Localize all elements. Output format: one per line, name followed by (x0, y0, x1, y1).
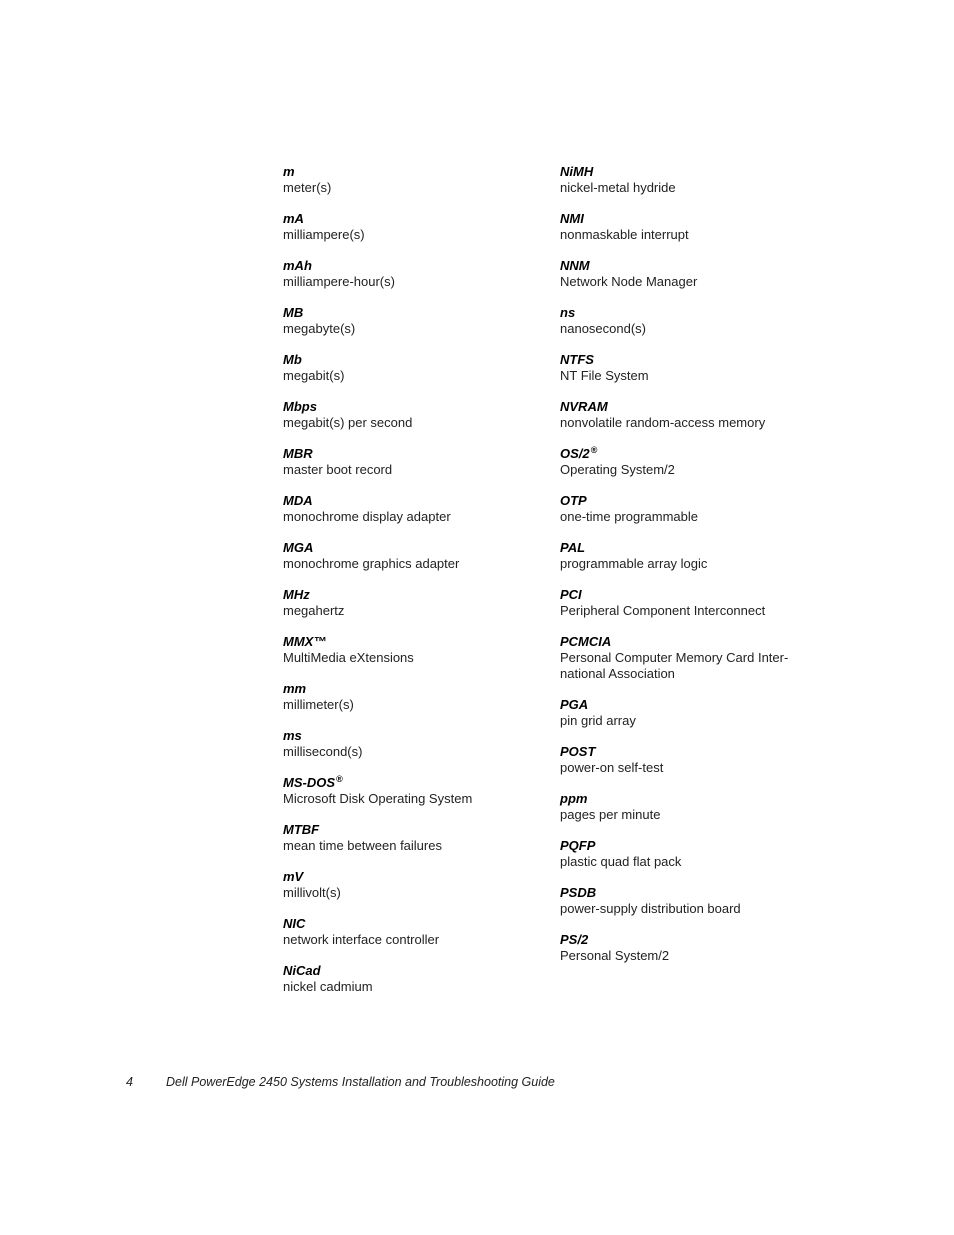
glossary-entry (283, 352, 533, 384)
glossary-definition: Personal System/2 (560, 948, 670, 963)
glossary-definition: Peripheral Component Interconnect (560, 603, 766, 618)
glossary-term (283, 963, 533, 979)
glossary-definition: nanosecond(s) (560, 321, 646, 336)
glossary-definition: NT File System (560, 368, 649, 383)
glossary-entry (283, 681, 533, 713)
glossary-term (283, 305, 533, 321)
glossary-definition: Network Node Manager (560, 274, 698, 289)
glossary-definition: network interface controller (283, 932, 440, 947)
glossary-term-text: OS/2 (560, 446, 590, 461)
glossary-term-text: PCI (560, 587, 582, 602)
glossary-term-text: MTBF (283, 822, 320, 837)
document-title: Dell PowerEdge 2450 Systems Installation and Troubleshooting Guide (166, 1075, 555, 1089)
glossary-definition: megabyte(s) (283, 321, 356, 336)
glossary-entry (283, 728, 533, 760)
glossary-term (283, 399, 533, 415)
glossary-term-text: ns (560, 305, 576, 320)
glossary-term (283, 446, 533, 462)
glossary-term (560, 211, 820, 227)
glossary-term (283, 164, 533, 180)
glossary-term (560, 446, 820, 462)
glossary-definition: Operating System/2 (560, 462, 675, 477)
glossary-entry (283, 869, 533, 901)
glossary-term-text: MB (283, 305, 304, 320)
glossary-definition: millisecond(s) (283, 744, 363, 759)
glossary-entry (283, 963, 533, 995)
glossary-term-text: MGA (283, 540, 314, 555)
glossary-term (560, 791, 820, 807)
glossary-term-text: Mb (283, 352, 302, 367)
glossary-entry (560, 932, 820, 964)
glossary-term (283, 352, 533, 368)
glossary-definition: one-time programmable (560, 509, 699, 524)
glossary-term (560, 540, 820, 556)
glossary-entry (560, 838, 820, 870)
glossary-term-text: NMI (560, 211, 584, 226)
glossary-term (560, 352, 820, 368)
glossary-term-text: PQFP (560, 838, 596, 853)
glossary-entry (283, 916, 533, 948)
glossary-term-text: MDA (283, 493, 313, 508)
glossary-definition: meter(s) (283, 180, 332, 195)
glossary-term (283, 493, 533, 509)
glossary-definition: millimeter(s) (283, 697, 354, 712)
glossary-entry (283, 164, 533, 196)
glossary-term-text: NiMH (560, 164, 594, 179)
glossary-entry (283, 493, 533, 525)
glossary-entry (560, 885, 820, 917)
glossary-term (560, 697, 820, 713)
glossary-term-text: OTP (560, 493, 587, 508)
glossary-term (560, 744, 820, 760)
glossary-term (283, 728, 533, 744)
glossary-entry (560, 305, 820, 337)
glossary-term-text: NTFS (560, 352, 594, 367)
glossary-definition: Microsoft Disk Operating System (283, 791, 473, 806)
glossary-definition: power-on self-test (560, 760, 664, 775)
glossary-term-text: PS/2 (560, 932, 589, 947)
glossary-definition: Personal Computer Memory Card Inter- national Association (560, 650, 789, 681)
glossary-term (283, 681, 533, 697)
glossary-definition: nonmaskable interrupt (560, 227, 689, 242)
glossary-term (560, 587, 820, 603)
glossary-definition: milliampere-hour(s) (283, 274, 395, 289)
glossary-entry (560, 258, 820, 290)
glossary-definition: pages per minute (560, 807, 661, 822)
glossary-definition: milliampere(s) (283, 227, 365, 242)
glossary-term-text: NNM (560, 258, 590, 273)
glossary-definition: nickel-metal hydride (560, 180, 676, 195)
glossary-term-text: ppm (560, 791, 588, 806)
glossary-entry (283, 587, 533, 619)
glossary-term (560, 305, 820, 321)
glossary-term (560, 885, 820, 901)
glossary-term (283, 775, 533, 791)
glossary-entry (283, 775, 533, 807)
glossary-entry (283, 211, 533, 243)
glossary-term-text: PAL (560, 540, 586, 555)
glossary-entry (560, 352, 820, 384)
glossary-term (283, 587, 533, 603)
glossary-definition: power-supply distribution board (560, 901, 741, 916)
glossary-definition: plastic quad flat pack (560, 854, 682, 869)
glossary-definition: master boot record (283, 462, 393, 477)
glossary-term-text: POST (560, 744, 596, 759)
glossary-entry (560, 744, 820, 776)
glossary-term-text: mm (283, 681, 307, 696)
glossary-term (283, 211, 533, 227)
glossary-term-text: mAh (283, 258, 312, 273)
glossary-term-text: Mbps (283, 399, 317, 414)
glossary-term-text: NVRAM (560, 399, 608, 414)
glossary-entry (283, 305, 533, 337)
glossary-definition: programmable array logic (560, 556, 708, 571)
glossary-definition: nonvolatile random-access memory (560, 415, 766, 430)
glossary-entry (560, 446, 820, 478)
registered-mark: ® (590, 444, 598, 455)
glossary-column-left (283, 164, 533, 1010)
glossary-term-text: PGA (560, 697, 589, 712)
glossary-definition: mean time between failures (283, 838, 442, 853)
glossary-term-text: NiCad (283, 963, 321, 978)
glossary-term (560, 493, 820, 509)
glossary-term-text: mA (283, 211, 304, 226)
glossary-entry (283, 258, 533, 290)
glossary-entry (283, 822, 533, 854)
page-footer (126, 1075, 555, 1089)
glossary-definition: nickel cadmium (283, 979, 373, 994)
glossary-definition: monochrome display adapter (283, 509, 451, 524)
glossary-term (283, 258, 533, 274)
glossary-definition: MultiMedia eXtensions (283, 650, 414, 665)
glossary-definition: millivolt(s) (283, 885, 341, 900)
glossary-term (560, 932, 820, 948)
glossary-definition: pin grid array (560, 713, 636, 728)
glossary-entry (560, 697, 820, 729)
glossary-definition: megabit(s) (283, 368, 345, 383)
page-number: 4 (126, 1075, 133, 1089)
glossary-entry (560, 211, 820, 243)
glossary-entry (560, 164, 820, 196)
glossary-term-text: PCMCIA (560, 634, 612, 649)
glossary-entry (283, 634, 533, 666)
glossary-term (283, 916, 533, 932)
glossary-entry (283, 399, 533, 431)
glossary-entry (560, 493, 820, 525)
glossary-term-text: PSDB (560, 885, 597, 900)
glossary-term-text: ms (283, 728, 302, 743)
glossary-term (560, 634, 820, 650)
glossary-entry (560, 540, 820, 572)
glossary-term (283, 634, 533, 650)
glossary-entry (560, 791, 820, 823)
glossary-term-text: m (283, 164, 295, 179)
glossary-term (283, 822, 533, 838)
glossary-term (560, 399, 820, 415)
glossary-term (560, 164, 820, 180)
glossary-definition: megahertz (283, 603, 345, 618)
glossary-term-text: NIC (283, 916, 306, 931)
glossary-column-right (560, 164, 820, 979)
glossary-term (560, 258, 820, 274)
glossary-term (283, 540, 533, 556)
glossary-term-text: mV (283, 869, 304, 884)
glossary-term-text: MHz (283, 587, 310, 602)
glossary-term-text: MMX™ (283, 634, 327, 649)
glossary-definition: monochrome graphics adapter (283, 556, 460, 571)
glossary-term-text: MBR (283, 446, 313, 461)
glossary-entry (283, 446, 533, 478)
glossary-definition: megabit(s) per second (283, 415, 413, 430)
glossary-entry (560, 634, 820, 682)
glossary-entry (560, 587, 820, 619)
glossary-entry (283, 540, 533, 572)
registered-mark: ® (336, 773, 343, 784)
glossary-term (283, 869, 533, 885)
glossary-term (560, 838, 820, 854)
glossary-term-text: MS-DOS (283, 775, 335, 790)
glossary-entry (560, 399, 820, 431)
